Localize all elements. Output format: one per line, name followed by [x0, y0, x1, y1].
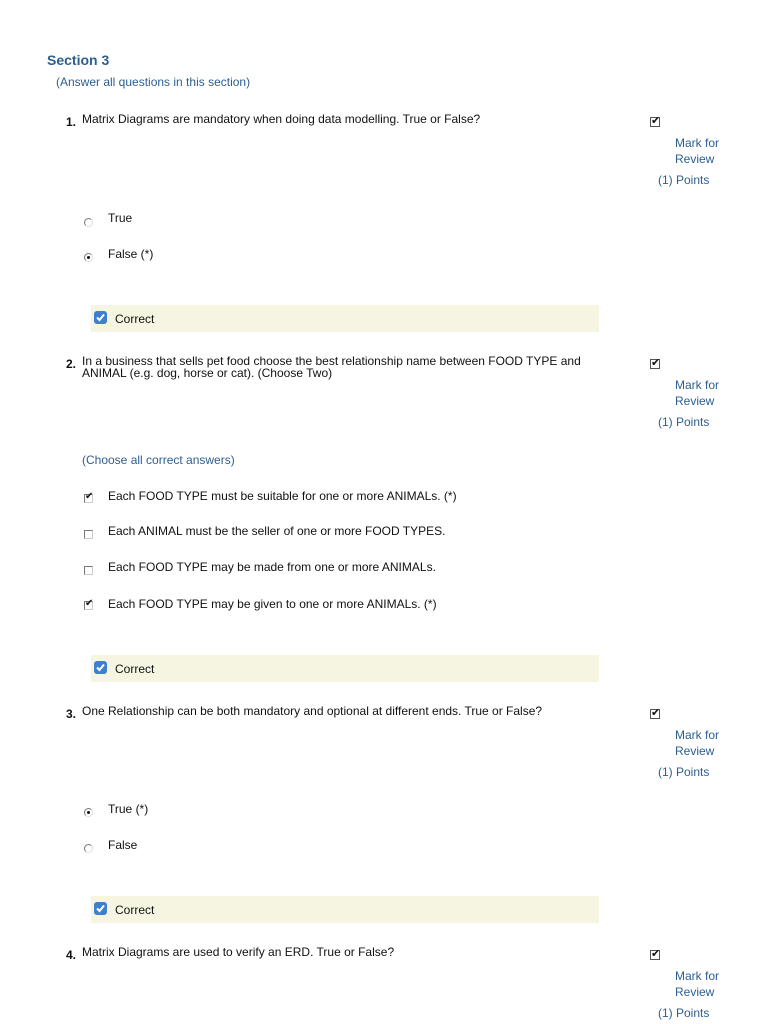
points-label: (1) Points	[658, 173, 710, 187]
option-checkbox[interactable]	[84, 598, 94, 610]
mark-for-review-label[interactable]: Mark for Review	[675, 378, 720, 408]
option-label[interactable]: True	[108, 211, 133, 225]
option-checkbox[interactable]	[84, 491, 94, 503]
mark-for-review-label[interactable]: Mark for Review	[675, 136, 720, 166]
mark-for-review-checkbox[interactable]	[650, 356, 661, 369]
option-label[interactable]: False	[108, 838, 138, 852]
option-checkbox[interactable]	[84, 530, 93, 539]
checkmark-icon: ✔	[651, 114, 661, 127]
points-label: (1) Points	[658, 1006, 710, 1020]
checkmark-icon: ✔	[85, 491, 94, 502]
result-banner	[91, 655, 599, 682]
check-badge-icon	[94, 902, 107, 915]
option-checkbox[interactable]	[84, 566, 93, 575]
result-banner	[91, 305, 599, 332]
result-text: Correct	[115, 312, 155, 326]
question-number: 2.	[66, 357, 77, 371]
points-label: (1) Points	[658, 415, 710, 429]
mark-for-review-checkbox[interactable]	[650, 114, 661, 127]
option-label[interactable]: Each FOOD TYPE may be made from one or more ANIMALs.	[108, 560, 436, 574]
question-text: In a business that sells pet food choose the best relationship name between FOOD TYPE and ANIMAL (e.g. dog, horse or cat). (Choose Two)	[82, 354, 581, 380]
mark-for-review-label[interactable]: Mark for Review	[675, 969, 720, 999]
question-number: 1.	[66, 115, 77, 129]
option-label[interactable]: Each FOOD TYPE may be given to one or more ANIMALs. (*)	[108, 597, 437, 611]
result-text: Correct	[115, 903, 155, 917]
question-number: 3.	[66, 707, 77, 721]
option-label[interactable]: True (*)	[108, 802, 149, 816]
question-text: Matrix Diagrams are used to verify an ERD. True or False?	[82, 945, 395, 959]
mark-for-review-checkbox[interactable]	[650, 706, 661, 719]
section-subtitle: (Answer all questions in this section)	[56, 75, 251, 89]
choose-all-instruction: (Choose all correct answers)	[82, 453, 235, 467]
option-radio-true[interactable]	[84, 808, 93, 817]
checkmark-icon: ✔	[651, 706, 661, 719]
mark-for-review-label[interactable]: Mark for Review	[675, 728, 720, 758]
question-number: 4.	[66, 948, 77, 962]
points-label: (1) Points	[658, 765, 710, 779]
option-radio-true[interactable]	[84, 218, 93, 227]
question-text: Matrix Diagrams are mandatory when doing data modelling. True or False?	[82, 112, 481, 126]
result-banner	[91, 896, 599, 923]
option-radio-false[interactable]	[84, 253, 93, 262]
check-badge-icon	[94, 311, 107, 324]
mark-for-review-checkbox[interactable]	[650, 947, 661, 960]
option-label[interactable]: False (*)	[108, 247, 154, 261]
checkmark-icon: ✔	[651, 356, 661, 369]
option-label[interactable]: Each FOOD TYPE must be suitable for one or more ANIMALs. (*)	[108, 489, 457, 503]
option-label[interactable]: Each ANIMAL must be the seller of one or more FOOD TYPES.	[108, 524, 446, 538]
section-title: Section 3	[47, 52, 110, 68]
result-text: Correct	[115, 662, 155, 676]
option-radio-false[interactable]	[84, 844, 93, 853]
checkmark-icon: ✔	[85, 598, 94, 609]
question-text: One Relationship can be both mandatory and optional at different ends. True or False?	[82, 704, 543, 718]
check-badge-icon	[94, 661, 107, 674]
checkmark-icon: ✔	[651, 947, 661, 960]
